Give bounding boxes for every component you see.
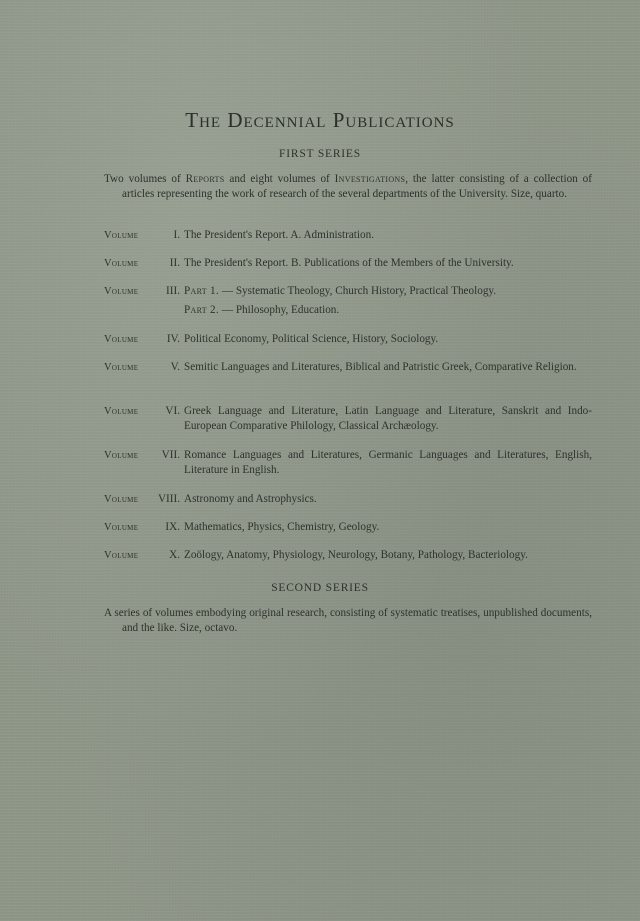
volume-part-2 (184, 303, 592, 318)
volume-description: Political Economy, Political Science, History, Sociology. (184, 333, 439, 345)
volume-label: Volume (104, 258, 139, 269)
volume-label: Volume (104, 494, 139, 505)
volume-description: Semitic Languages and Literatures, Biblical and Patristic Greek, Comparative Religion. (184, 361, 577, 373)
volume-number: VI. (165, 405, 180, 417)
first-series-intro (104, 172, 592, 201)
volume-label: Volume (104, 550, 139, 561)
volume-label: Volume (104, 522, 139, 533)
volume-number: IV. (166, 333, 180, 345)
volume-number: V. (170, 361, 180, 373)
volume-part-1 (184, 284, 592, 299)
volume-label: Volume (104, 362, 139, 373)
volume-description: The President's Report. B. Publications of the Members of the University. (184, 257, 514, 269)
volume-number: IX. (165, 521, 180, 533)
intro-reports: Reports (185, 173, 225, 185)
volume-description: Zoölogy, Anatomy, Physiology, Neurology, Botany, Pathology, Bacteriology. (184, 549, 528, 561)
volume-description (184, 284, 592, 318)
second-series-intro: A series of volumes embodying original research, consisting of systematic treatises, unpublished documents, and the like. Size, octavo. (104, 607, 592, 634)
part-1-label: Part 1. (184, 285, 220, 297)
page-title: The Decennial Publications (185, 108, 455, 132)
first-series-heading: FIRST SERIES (279, 148, 361, 160)
part-1-text: — Systematic Theology, Church History, Practical Theology. (221, 285, 497, 297)
second-series-heading: SECOND SERIES (271, 582, 369, 594)
volume-description: Romance Languages and Literatures, Germanic Languages and Literatures, English, Literature in English. (184, 449, 592, 476)
part-2-text: — Philosophy, Education. (221, 304, 340, 316)
intro-investigations: Investigations (334, 173, 406, 185)
volume-label: Volume (104, 450, 139, 461)
volume-label: Volume (104, 334, 139, 345)
volume-label: Volume (104, 286, 139, 297)
volume-description: Mathematics, Physics, Chemistry, Geology. (184, 521, 380, 533)
volume-number: III. (166, 285, 180, 297)
volume-description: Astronomy and Astrophysics. (184, 493, 317, 505)
volume-number: II. (169, 257, 180, 269)
intro-text-middle: and eight volumes of (224, 173, 335, 185)
intro-text-after: , the latter consisting of a collection of articles representing the work of research of the several departments of the University. Size, quarto. (122, 173, 592, 200)
volume-description: The President's Report. A. Administration. (184, 229, 375, 241)
volume-label: Volume (104, 406, 139, 417)
intro-text-before: Two volumes of (104, 173, 186, 185)
volume-number: X. (169, 549, 180, 561)
volume-number: VIII. (157, 493, 180, 505)
part-2-label: Part 2. (184, 304, 220, 316)
volume-number: VII. (161, 449, 180, 461)
volume-label: Volume (104, 230, 139, 241)
volume-description: Greek Language and Literature, Latin Language and Literature, Sanskrit and Indo-European Comparative Philology, Classical Archæology. (184, 405, 592, 432)
volume-number: I. (173, 229, 180, 241)
